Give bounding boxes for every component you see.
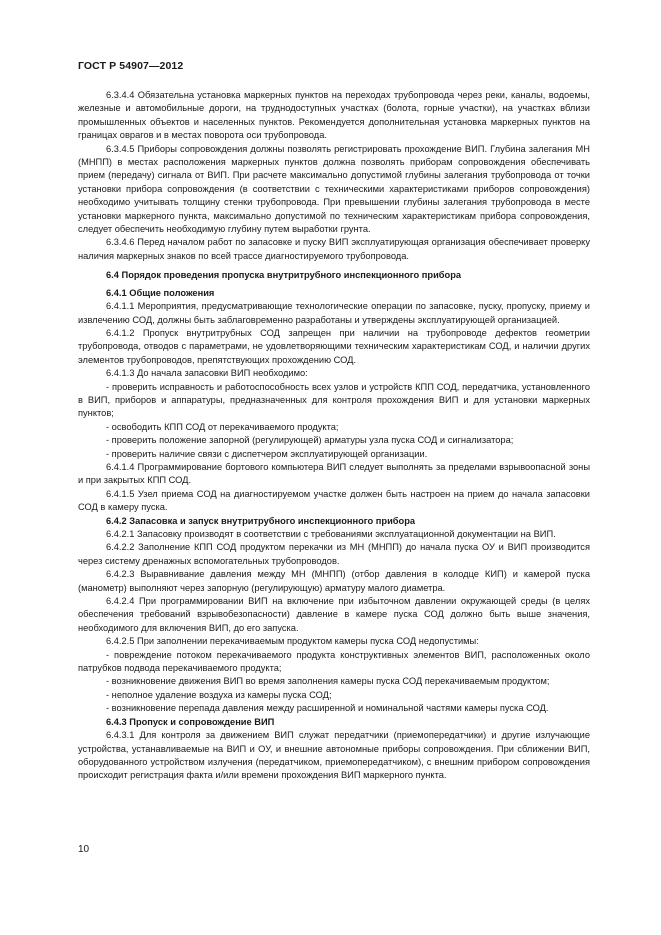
- list-item: - проверить наличие связи с диспетчером эксплуатирующей организации.: [106, 448, 428, 459]
- paragraph-6-3-4-6: 6.3.4.6 Перед началом работ по запасовке и пуску ВИП эксплуатирующая организация обеспечивает проверку наличия маркерных знаков по всей трассе диагностируемого трубопровода.: [78, 237, 590, 261]
- standard-header: ГОСТ Р 54907—2012: [78, 60, 184, 72]
- document-body: [78, 89, 590, 783]
- list-item: - повреждение потоком перекачиваемого продукта конструктивных элементов ВИП, расположенных около патрубков подвода перекачиваемого продукта;: [78, 649, 590, 674]
- paragraph-6-4-1-1: 6.4.1.1 Мероприятия, предусматривающие технологические операции по запасовке, пуску, пропуску, приему и извлечению СОД, должны быть заблаговременно разработаны и утверждены эксплуатирующей организацией.: [78, 301, 590, 325]
- paragraph-6-4-1-2: 6.4.1.2 Пропуск внутритрубных СОД запрещен при наличии на трубопроводе дефектов геометрии трубопровода, отводов с параметрами, не удовлетворяющими техническим характеристикам СОД, и наличии других элементов трубопроводов, препятствующих прохождению СОД.: [78, 327, 590, 365]
- list-item: - освободить КПП СОД от перекачиваемого продукта;: [106, 421, 339, 432]
- page-number: 10: [78, 844, 90, 855]
- subsection-heading-6-4-1: 6.4.1 Общие положения: [106, 287, 215, 298]
- paragraph-6-4-2-2: 6.4.2.2 Заполнение КПП СОД продуктом перекачки из МН (МНПП) до начала пуска ОУ и ВИП производится через систему дренажных вспомогательных трубопроводов.: [78, 542, 590, 566]
- paragraph-6-4-2-3: 6.4.2.3 Выравнивание давления между МН (МНПП) (отбор давления в колодце КИП) и камерой пуска (манометр) выполняют через запорную (регулирующую) арматуру малого диаметра.: [78, 569, 590, 593]
- list-item: - возникновение перепада давления между расширенной и номинальной частями камеры пуска СОД.: [106, 703, 549, 714]
- paragraph-6-3-4-4: 6.3.4.4 Обязательна установка маркерных пунктов на переходах трубопровода через реки, каналы, водоемы, железные и автомобильные дороги, на труднодоступных участках (болота, горные участки), на участках вблизи промышленных объектов и населенных пунктов. Рекомендуется дополнительная установка маркерных пунктов на границах оврагов и в местах поворота оси трубопровода.: [78, 90, 590, 141]
- paragraph-6-3-4-5: 6.3.4.5 Приборы сопровождения должны позволять регистрировать прохождение ВИП. Глубина залегания МН (МНПП) в местах расположения маркерных пунктов должна позволять приборам сопровождения обеспечивать прием (передачу) сигнала от ВИП. При расчете максимально допустимой глубины залегания трубопровода от точки установки прибора сопровождения (в соответствии с техническими характеристиками приборов сопровождения) необходимо учитывать толщину стенки трубопровода. При превышении глубины залегания трубопровода в месте установки маркерного пункта, максимально допустимой по техническим характеристикам прибора сопровождения, следует обеспечить необходимую глубину путем выработки грунта.: [78, 143, 590, 235]
- list-item: - проверить положение запорной (регулирующей) арматуры узла пуска СОД и сигнализатора;: [106, 435, 514, 446]
- paragraph-6-4-3-1: 6.4.3.1 Для контроля за движением ВИП служат передатчики (приемопередатчики) и другие излучающие устройства, устанавливаемые на ВИП и ОУ, и внешние автономные приборы сопровождения. При сближении ВИП, оборудованного устройством излучения (передатчиком, приемопередатчиком), с внешним прибором сопровождения происходит регистрация факта и/или времени прохождения ВИП маркерного пункта.: [78, 730, 590, 781]
- paragraph-6-4-1-4: 6.4.1.4 Программирование бортового компьютера ВИП следует выполнять за пределами взрывоопасной зоны и при закрытых КПП СОД.: [78, 461, 590, 486]
- section-heading-6-4: 6.4 Порядок проведения пропуска внутритрубного инспекционного прибора: [106, 270, 462, 281]
- subsection-heading-6-4-3: 6.4.3 Пропуск и сопровождение ВИП: [106, 716, 275, 727]
- list-item: - возникновение движения ВИП во время заполнения камеры пуска СОД перекачиваемым продуктом;: [106, 676, 550, 687]
- list-item: - неполное удаление воздуха из камеры пуска СОД;: [106, 689, 332, 700]
- paragraph-6-4-2-1: 6.4.2.1 Запасовку производят в соответствии с требованиями эксплуатационной документации на ВИП.: [106, 529, 556, 539]
- paragraph-6-4-1-3: 6.4.1.3 До начала запасовки ВИП необходимо:: [106, 368, 308, 379]
- subsection-heading-6-4-2: 6.4.2 Запасовка и запуск внутритрубного инспекционного прибора: [106, 515, 416, 526]
- paragraph-6-4-2-5: 6.4.2.5 При заполнении перекачиваемым продуктом камеры пуска СОД недопустимы:: [106, 636, 479, 647]
- paragraph-6-4-1-5: 6.4.1.5 Узел приема СОД на диагностируемом участке должен быть настроен на прием до начала запасовки СОД в камеру пуска.: [78, 488, 590, 513]
- paragraph-6-4-2-4: 6.4.2.4 При программировании ВИП на включение при избыточном давлении окружающей среды (в целях обеспечения требований взрывобезопасности) давление в камере пуска СОД должно быть выше значения, необходимого для включения ВИП, до его запуска.: [78, 596, 590, 633]
- list-item: - проверить исправность и работоспособность всех узлов и устройств КПП СОД, передатчика, установленного в ВИП, приборов и аппаратуры, предназначенных для контроля прохождения ВИП и для установки маркерных пунктов;: [78, 381, 590, 419]
